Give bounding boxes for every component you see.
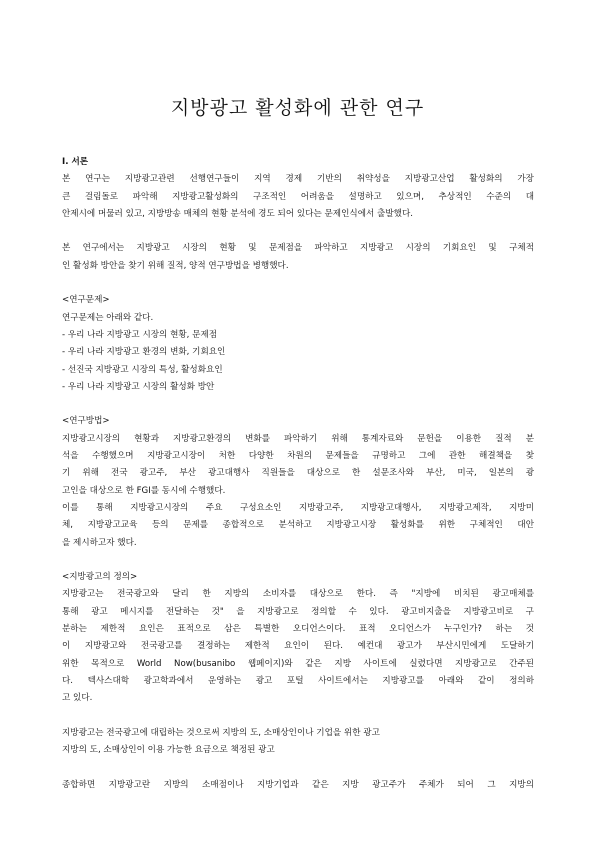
text-line: <연구문제> [62, 295, 110, 306]
text-line: 다. 텍사스대학 광고학과에서 운영하는 광고 포털 사이트에서는 지방광고를 아래와 같이 정의하 [62, 675, 534, 686]
text-line: 지방광고시장의 현황과 지방광고환경의 변화를 파악하기 위해 통계자료와 문헌을 이용한 질적 분 [62, 433, 534, 444]
text-line: 안제시에 머물러 있고, 지방방송 매체의 현황 분석에 경도 되어 있다는 문제인식에서 출발했다. [62, 208, 413, 219]
paragraph-gap [62, 708, 534, 725]
document-body [62, 154, 534, 794]
text-line: 이를 통해 지방광고시장의 주요 구성요소인 지방광고주, 지방광고대행사, 지방광고제작, 지방미 [62, 502, 534, 513]
text-line: 본 연구는 지방광고관련 선행연구들이 지역 경제 기반의 취약성을 지방광고산업 활성화의 가장 [62, 174, 534, 185]
text-line: 기 위해 전국 광고주, 부산 광고대행사 직원들을 대상으로 한 설문조사와 부산, 미국, 일본의 광 [62, 468, 534, 479]
text-line: 지방의 도, 소매상인이 이용 가능한 요금으로 책정된 광고 [62, 745, 275, 756]
paragraph-gap [62, 759, 534, 776]
text-line: 통해 광고 메시지를 전달하는 것" 을 지방광고로 정의할 수 있다. 광고비지출을 지방광고비로 구 [62, 606, 534, 617]
text-line: 지방광고는 전국광고와 달리 한 지방의 소비자를 대상으로 한다. 즉 "지방에 비치된 광고매체를 [62, 589, 534, 600]
text-line: 위한 목적으로 World Now(busanibo 웹페이지)와 같은 지방 사이트에 실렸다면 지방광고로 간주된 [62, 658, 534, 669]
text-line: 본 연구에서는 지방광고 시장의 현황 및 문제점을 파악하고 지방광고 시장의 기회요인 및 구체적 [62, 243, 534, 254]
text-line: 고 있다. [62, 693, 93, 704]
text-line: 을 제시하고자 했다. [62, 537, 137, 548]
text-line: 종합하면 지방광고란 지방의 소매점이나 지방기업과 같은 지방 광고주가 주체가 되어 그 지방의 [62, 779, 534, 790]
text-line: 큰 걸림돌로 파악해 지방광고활성화의 구조적인 어려움을 설명하고 있으며, 추상적인 수준의 대 [62, 191, 534, 202]
section-heading: Ⅰ. 서론 [62, 157, 89, 167]
text-line: 이 지방광고와 전국광고를 결정하는 제한적 요인이 된다. 예컨대 광고가 부산시민에게 도달하기 [62, 641, 534, 652]
paragraph-gap [62, 552, 534, 569]
paragraph-gap [62, 223, 534, 240]
text-line: 연구문제는 아래와 같다. [62, 312, 154, 323]
paragraph-gap [62, 396, 534, 413]
text-line: <지방광고의 정의> [62, 572, 138, 583]
text-line: - 선진국 지방광고 시장의 특성, 활성화요인 [62, 364, 223, 375]
text-line: - 우리 나라 지방광고 환경의 변화, 기회요인 [62, 347, 226, 358]
document-title: 지방광고 활성화에 관한 연구 [170, 97, 425, 119]
text-line: 지방광고는 전국광고에 대립하는 것으로써 지방의 도, 소매상인이나 기업을 위한 광고 [62, 727, 380, 738]
paragraph-gap [62, 275, 534, 292]
text-line: 분하는 제한적 요인은 표적으로 삼은 특별한 오디언스이다. 표적 오디언스가 누구인가? 하는 것 [62, 624, 534, 635]
text-line: - 우리 나라 지방광고 시장의 활성화 방안 [62, 381, 215, 392]
text-line: - 우리 나라 지방광고 시장의 현황, 문제점 [62, 329, 218, 340]
text-line: 고인을 대상으로 한 FGI를 동시에 수행했다. [62, 485, 226, 496]
text-line: 체, 지방광고교육 등의 문제를 종합적으로 분석하고 지방광고시장 활성화를 위한 구체적인 대안 [62, 520, 534, 531]
text-line: 인 활성화 방안을 찾기 위해 질적, 양적 연구방법을 병행했다. [62, 260, 289, 271]
text-line: 석을 수행했으며 지방광고시장이 처한 다양한 차원의 문제들을 규명하고 그에 관한 해결책을 찾 [62, 451, 534, 462]
text-line: <연구방법> [62, 416, 110, 427]
